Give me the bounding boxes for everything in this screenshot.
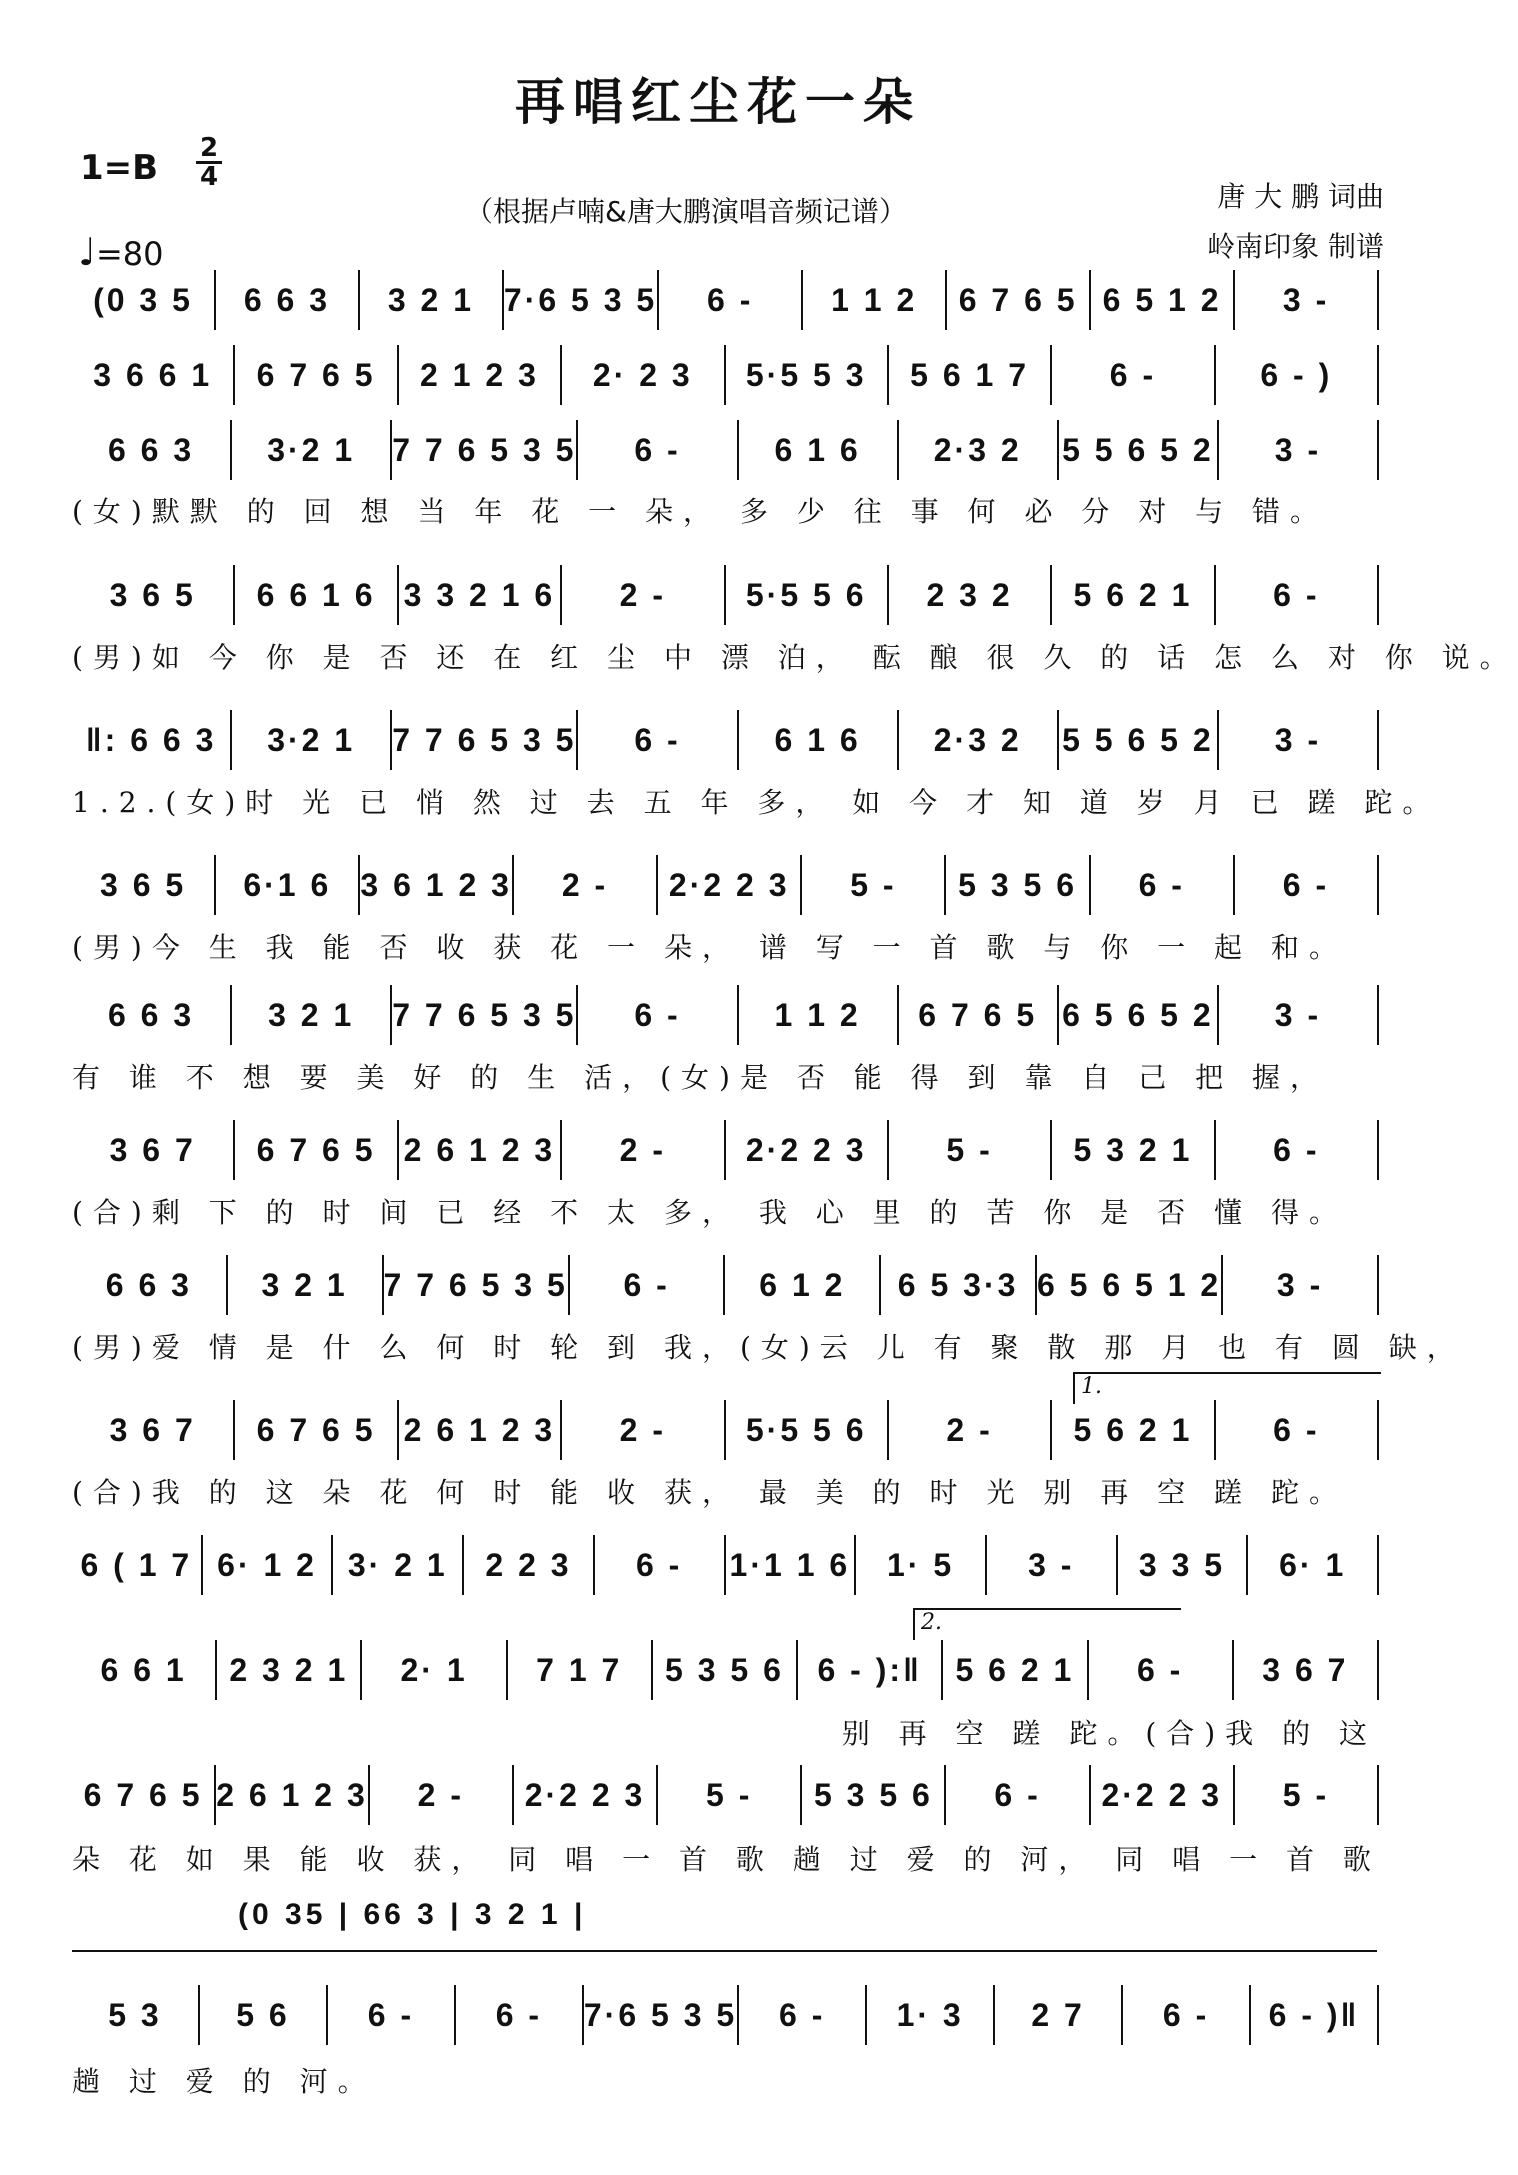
- measure: 3 6 6 1: [93, 357, 213, 393]
- lyric-line: (男)今 生 我 能 否 收 获 花 一 朵， 谱 写 一 首 歌 与 你 一 起 和。: [72, 931, 1347, 964]
- measure: 6 -: [1089, 855, 1233, 915]
- measure: 7 1 7: [506, 1640, 651, 1700]
- measure: 2·2 2 3: [656, 855, 800, 915]
- measure: 5 -: [656, 1765, 800, 1825]
- staff-line: [72, 1985, 1379, 2045]
- measure: 6 -: [1214, 1400, 1377, 1460]
- measure: 3 6 7: [109, 1412, 196, 1448]
- credit-score: 岭南印象 制谱: [1207, 230, 1384, 263]
- measure: 5 3 5 6: [651, 1640, 796, 1700]
- measure: 5·5 5 3: [724, 345, 887, 405]
- measure: 6·1 6: [214, 855, 358, 915]
- measure: 6 7 6 5: [233, 1400, 396, 1460]
- measure: 3 3 5: [1116, 1535, 1247, 1595]
- measure: 2 -: [560, 565, 723, 625]
- measure: 3 -: [1217, 710, 1377, 770]
- measure: 6 6 3: [107, 997, 195, 1033]
- measure: 7 7 6 5 3 5: [390, 420, 576, 480]
- system-divider: [72, 1950, 1377, 1952]
- measure: 2 3 2: [887, 565, 1050, 625]
- measure: 2 6 1 2 3: [214, 1765, 368, 1825]
- subtitle: （根据卢喃&唐大鹏演唱音频记谱）: [465, 195, 907, 228]
- measure: 3 6 1 2 3: [358, 855, 512, 915]
- measure: 6 -: [1233, 855, 1377, 915]
- measure: 3· 2 1: [331, 1535, 462, 1595]
- measure: 5 6 2 1: [1050, 565, 1213, 625]
- staff-line: [72, 565, 1379, 625]
- measure: 6 -: [1121, 1985, 1249, 2045]
- measure: 3 6 7: [1232, 1640, 1377, 1700]
- measure: 3 6 5: [109, 577, 196, 613]
- lyric-line: (男)爱 情 是 什 么 何 时 轮 到 我，(女)云 儿 有 聚 散 那 月 也 有 圆 缺，: [72, 1331, 1465, 1364]
- measure: 2 -: [368, 1765, 512, 1825]
- measure: 6 -: [1087, 1640, 1232, 1700]
- measure: 2·2 2 3: [1089, 1765, 1233, 1825]
- measure: 5 3 2 1: [1050, 1120, 1213, 1180]
- tempo-marking: [78, 230, 163, 274]
- staff-line: [72, 1765, 1379, 1825]
- measure: 2 3 2 1: [215, 1640, 360, 1700]
- volta-2: 2.: [913, 1608, 1181, 1640]
- staff-line: [72, 345, 1379, 405]
- measure: 2 -: [560, 1400, 723, 1460]
- measure: 6 6 3: [107, 432, 195, 468]
- measure: 3 2 1: [230, 985, 390, 1045]
- measure: 2·3 2: [897, 420, 1057, 480]
- measure: 7 7 6 5 3 5: [390, 985, 576, 1045]
- staff-line: [72, 1255, 1379, 1315]
- measure: 3·2 1: [230, 710, 390, 770]
- measure: 5 -: [887, 1120, 1050, 1180]
- quarter-note-icon: ♩: [78, 230, 96, 274]
- key-signature: 1=B: [80, 148, 159, 188]
- measure: 6 -: [1214, 1120, 1377, 1180]
- measure: 5 6: [198, 1985, 326, 2045]
- measure: 7 7 6 5 3 5: [382, 1255, 568, 1315]
- measure: 2 -: [887, 1400, 1050, 1460]
- measure: 2 -: [512, 855, 656, 915]
- measure: 5 3 5 6: [944, 855, 1088, 915]
- measure: 5·5 5 6: [724, 1400, 887, 1460]
- credits: [1207, 172, 1384, 272]
- measure: 5 3 5 6: [800, 1765, 944, 1825]
- lyric-line: (男)如 今 你 是 否 还 在 红 尘 中 漂 泊， 酝 酿 很 久 的 话 怎 么 对 你 说。: [72, 641, 1518, 674]
- measure: 3·2 1: [230, 420, 390, 480]
- measure: 6 6 3: [214, 270, 358, 330]
- measure: 3 6 5: [100, 867, 187, 903]
- measure: 6 7 6 5: [233, 1120, 396, 1180]
- measure: 3 -: [1217, 420, 1377, 480]
- measure: 2·2 2 3: [512, 1765, 656, 1825]
- staff-line: [72, 1535, 1379, 1595]
- measure: 6 5 3·3: [879, 1255, 1035, 1315]
- measure: 6 -: [568, 1255, 724, 1315]
- measure: 2· 1: [360, 1640, 505, 1700]
- staff-line: [72, 1120, 1379, 1180]
- measure: 3 2 1: [358, 270, 502, 330]
- volta-1: 1.: [1073, 1372, 1381, 1404]
- meter-top: 2: [199, 133, 219, 163]
- staff-line: [72, 985, 1379, 1045]
- measure: 6 -: [1214, 565, 1377, 625]
- measure: 5 6 2 1: [941, 1640, 1086, 1700]
- measure: 5 6 2 1: [1050, 1400, 1213, 1460]
- measure: 6 -: [576, 985, 736, 1045]
- measure: 2 2 3: [462, 1535, 593, 1595]
- measure: 6· 1: [1246, 1535, 1377, 1595]
- lyric-line: 趟 过 爱 的 河。: [72, 2065, 376, 2098]
- measure: 6 5 6 5 1 2: [1035, 1255, 1221, 1315]
- staff-line: [72, 270, 1379, 330]
- measure: 2·2 2 3: [724, 1120, 887, 1180]
- measure: 6 -: [576, 710, 736, 770]
- measure: 6 -: [593, 1535, 724, 1595]
- measure: 5 5 6 5 2: [1057, 420, 1217, 480]
- measure: 1· 5: [854, 1535, 985, 1595]
- measure: 1· 3: [865, 1985, 993, 2045]
- measure: 5 -: [1233, 1765, 1377, 1825]
- measure: 6 7 6 5: [83, 1777, 203, 1813]
- time-signature: [196, 133, 222, 192]
- meter-bottom: 4: [199, 162, 219, 192]
- measure: 3 -: [1217, 985, 1377, 1045]
- lyric-line: (合)剩 下 的 时 间 已 经 不 太 多， 我 心 里 的 苦 你 是 否 懂 得。: [72, 1196, 1347, 1229]
- lyric-line: 有 谁 不 想 要 美 好 的 生 活，(女)是 否 能 得 到 靠 自 己 把 握，: [72, 1061, 1329, 1094]
- measure: 2 6 1 2 3: [397, 1120, 560, 1180]
- lyric-line: 朵 花 如 果 能 收 获， 同 唱 一 首 歌 趟 过 爱 的 河， 同 唱 一 首 歌: [72, 1843, 1381, 1876]
- lyric-line: (合)我 的 这 朵 花 何 时 能 收 获， 最 美 的 时 光 别 再 空 蹉 跎。: [72, 1476, 1347, 1509]
- measure: 2· 2 3: [560, 345, 723, 405]
- measure: 1 1 2: [801, 270, 945, 330]
- measure: 6 5 6 5 2: [1057, 985, 1217, 1045]
- measure: 6 1 6: [737, 420, 897, 480]
- measure: 6 6 3: [105, 1267, 192, 1303]
- measure: 5·5 5 6: [724, 565, 887, 625]
- lyric-line: 1.2.(女)时 光 已 悄 然 过 去 五 年 多， 如 今 才 知 道 岁 月 已 蹉 跎。: [72, 786, 1441, 819]
- measure: 2 -: [560, 1120, 723, 1180]
- measure: 6 1 2: [723, 1255, 879, 1315]
- measure: 6 -: [657, 270, 801, 330]
- measure: 6 5 1 2: [1089, 270, 1233, 330]
- measure: 6 - ): [1214, 345, 1377, 405]
- song-title: 再唱红尘花一朵: [515, 72, 921, 131]
- measure: 6 ( 1 7: [80, 1547, 193, 1583]
- measure: 6 6 1 6: [233, 565, 396, 625]
- measure: 5 3: [108, 1997, 162, 2033]
- measure: 6 -: [326, 1985, 454, 2045]
- measure: 3 2 1: [226, 1255, 382, 1315]
- sub-staff-intro: (0 35 | 66 3 | 3 2 1 |: [238, 1898, 587, 1931]
- measure: 5 -: [800, 855, 944, 915]
- measure: 3 -: [1221, 1255, 1377, 1315]
- measure: 6 - )‖: [1249, 1985, 1377, 2045]
- measure: 6 1 6: [737, 710, 897, 770]
- measure: (0 3 5: [93, 282, 193, 318]
- measure: 1·1 1 6: [724, 1535, 855, 1595]
- measure: 7 7 6 5 3 5: [390, 710, 576, 770]
- credit-lyrics: 唐 大 鹏 词曲: [1217, 180, 1384, 213]
- measure: 6 6 1: [100, 1652, 187, 1688]
- measure: 3 6 7: [109, 1132, 196, 1168]
- measure: 1 1 2: [737, 985, 897, 1045]
- measure: 2 7: [993, 1985, 1121, 2045]
- measure: 7·6 5 3 5: [502, 270, 657, 330]
- tempo-value: =80: [95, 235, 164, 273]
- measure: 6 - ):‖: [796, 1640, 941, 1700]
- measure: 2 1 2 3: [397, 345, 560, 405]
- staff-line: [72, 1640, 1379, 1700]
- measure: ‖: 6 6 3: [85, 722, 217, 758]
- staff-line: [72, 710, 1379, 770]
- measure: 5 5 6 5 2: [1057, 710, 1217, 770]
- measure: 6 -: [737, 1985, 865, 2045]
- measure: 6 -: [944, 1765, 1088, 1825]
- staff-line: [72, 855, 1379, 915]
- lyric-line: (女)默默 的 回 想 当 年 花 一 朵， 多 少 往 事 何 必 分 对 与 错。: [72, 495, 1329, 528]
- measure: 6· 1 2: [201, 1535, 332, 1595]
- staff-line: [72, 420, 1379, 480]
- lyric-line: 别 再 空 蹉 跎。(合)我 的 这: [841, 1717, 1377, 1750]
- measure: 3 -: [985, 1535, 1116, 1595]
- staff-line: [72, 1400, 1379, 1460]
- measure: 6 7 6 5: [945, 270, 1089, 330]
- measure: 2·3 2: [897, 710, 1057, 770]
- measure: 6 -: [1050, 345, 1213, 405]
- measure: 5 6 1 7: [887, 345, 1050, 405]
- measure: 2 6 1 2 3: [397, 1400, 560, 1460]
- measure: 3 3 2 1 6: [397, 565, 560, 625]
- measure: 6 -: [576, 420, 736, 480]
- measure: 6 7 6 5: [897, 985, 1057, 1045]
- measure: 6 7 6 5: [233, 345, 396, 405]
- measure: 3 -: [1233, 270, 1377, 330]
- measure: 6 -: [454, 1985, 582, 2045]
- measure: 7·6 5 3 5: [582, 1985, 737, 2045]
